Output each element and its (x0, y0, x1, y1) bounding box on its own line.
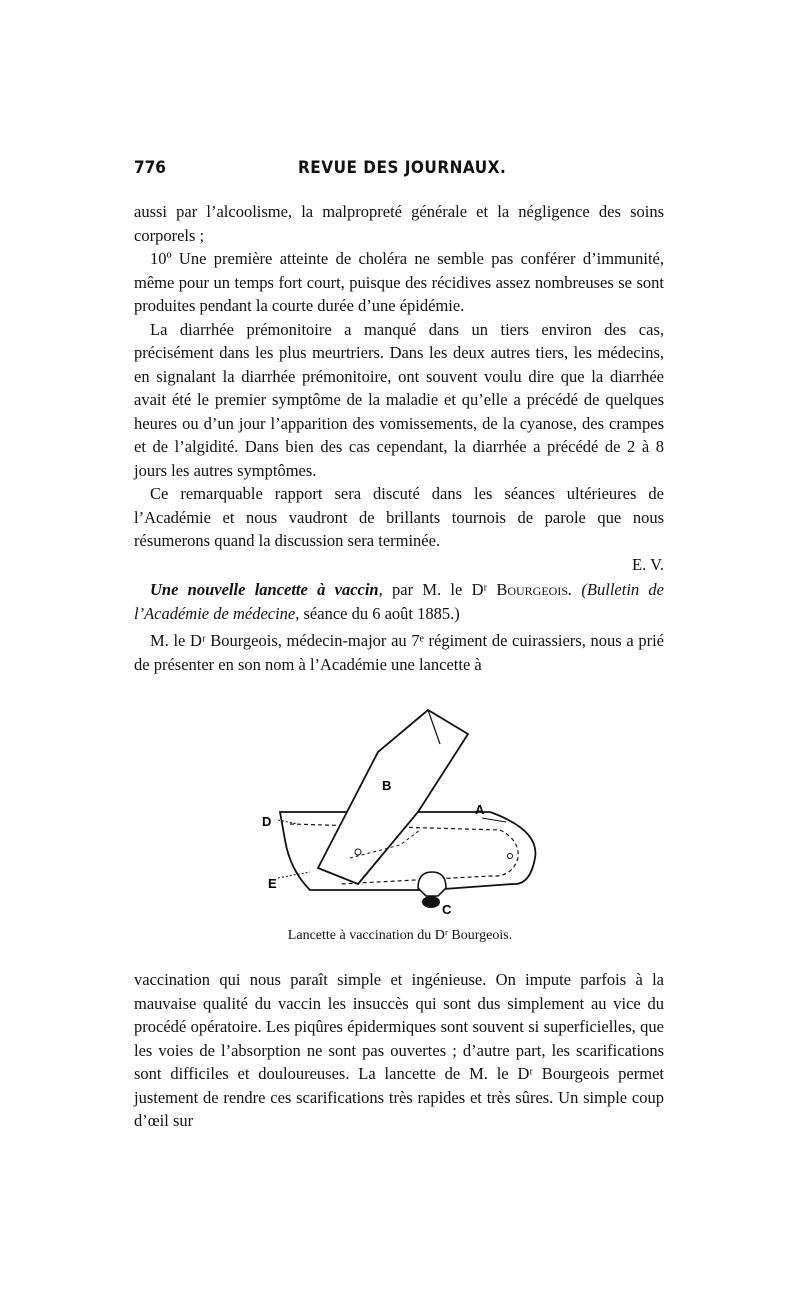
lancet-figure (250, 700, 550, 930)
paragraph: vaccination qui nous paraît simple et ingénieuse. On impute parfois à la mauvaise qualité du vaccin les insuccès qui sont dus simplement au vice du procédé opératoire. Les piqûres épidermiques sont souvent si superficielles, que les voies de l’absorption ne sont pas ouvertes ; d’autre part, les scarifications sont difficiles et douloureuses. La lancette de M. le Dʳ Bourgeois permet justement de rendre ces scarifications très rapides et très sûres. Un simple coup d’œil sur (134, 970, 664, 1130)
lancet-article-body (134, 968, 664, 1133)
article-source: . (Bulletin de l’Académie de médecine (134, 580, 664, 623)
push-button-c (418, 872, 446, 896)
leader-e (278, 872, 310, 878)
cholera-report-text (134, 200, 664, 576)
label-a: A (475, 802, 485, 817)
lancet-illustration (250, 700, 550, 930)
leader-a (482, 818, 506, 822)
figure-caption: Lancette à vaccination du Dʳ Bourgeois. (287, 928, 513, 943)
paragraph: La diarrhée prémonitoire a manqué dans un tiers environ des cas, précisément dans les plus meurtriers. Dans les deux autres tiers, les médecins, en signalant la diarrhée prémonitoire, ont souvent voulu dire que la diarrhée avait été le premier symptôme de la maladie et qu’elle a précédé de quelques heures ou d’un jour l’apparition des vomissements, de la cyanose, des crampes et de l’algidité. Dans bien des cas cependant, la diarrhée a précédé de 2 à 8 jours les autres symptômes. (134, 319, 664, 480)
article-date: , séance du 6 août 1885.) (295, 603, 460, 623)
rivet-o (508, 854, 513, 859)
article-author: Bourgeois (496, 580, 569, 599)
page-header (134, 158, 664, 188)
article-title (134, 578, 664, 625)
blade-dashed-outline (290, 824, 518, 884)
label-e: E (268, 876, 277, 891)
lancet-article-intro (134, 578, 664, 676)
paragraph: aussi par l’alcoolisme, la malpropreté générale et la négligence des soins corporels ; (134, 202, 664, 245)
page-number: 776 (134, 158, 166, 178)
spring-coil (422, 896, 440, 908)
article-title-by: , par M. le Dʳ (378, 580, 497, 599)
signature: E. V. (632, 554, 664, 574)
paragraph: 10º Une première atteinte de choléra ne semble pas conférer d’immunité, même pour un temps fort court, puisque des récidives assez nombreuses se sont produites pendant la courte durée d’une épidémie. (134, 249, 664, 315)
paragraph: Ce remarquable rapport sera discuté dans les séances ultérieures de l’Académie et nous vaudront de brillants tournois de parole que nous résumerons quand la discussion sera terminée. (134, 484, 664, 550)
label-c: C (442, 902, 452, 917)
paragraph: M. le Dʳ Bourgeois, médecin-major au 7ᵉ régiment de cuirassiers, nous a prié de présenter en son nom à l’Académie une lancette à (134, 631, 664, 674)
label-b: B (382, 778, 392, 793)
blade-b-outline (318, 710, 468, 884)
running-head: REVUE DES JOURNAUX. (298, 158, 507, 178)
article-title-italic: Une nouvelle lancette à vaccin (150, 580, 379, 599)
label-d: D (262, 814, 272, 829)
